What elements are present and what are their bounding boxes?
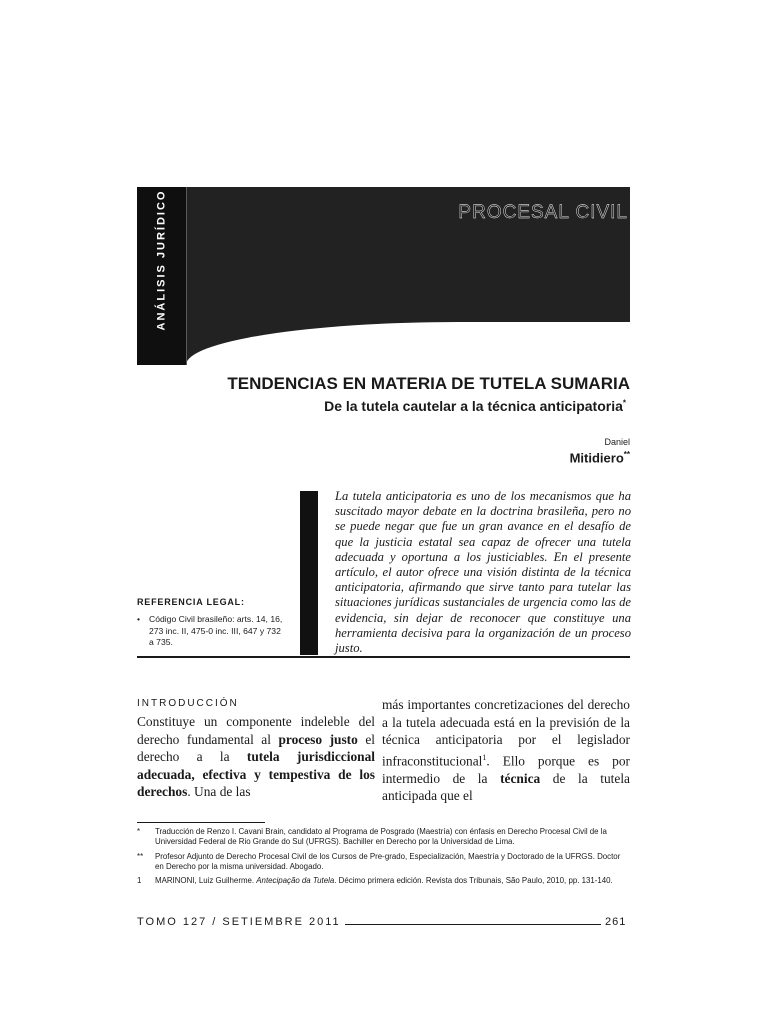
footnote-text: Traducción de Renzo I. Cavani Brain, candidato al Programa de Posgrado (Maestría) con énfasis en Derecho Procesal Civil de la Universidad Federal de Rio Grande do Sul (UFRGS). Bachiller en Derecho por la Universidad de Lima. [155, 827, 607, 847]
abstract-bar [300, 491, 318, 655]
body-column-left [137, 713, 375, 801]
footnote-book-title: Antecipação da Tutela [256, 876, 335, 885]
subtitle-footnote-mark: * [622, 398, 626, 408]
body-paragraph [137, 713, 375, 801]
banner-divider [186, 187, 187, 365]
footnote [137, 876, 630, 886]
body-column-right [382, 696, 630, 805]
body-bold-text: tutela jurisdiccional adecuada, efectiva y tempestiva de los derechos [137, 749, 376, 800]
legal-reference-text: Código Civil brasileño: arts. 14, 16, 273 inc. II, 475-0 inc. III, 647 y 732 a 735. [149, 614, 283, 647]
footnote-text-part: MARINONI, Luiz Guilherme. [155, 876, 257, 885]
author-footnote-mark: ** [623, 450, 630, 459]
intro-heading: INTRODUCCIÓN [137, 698, 239, 709]
article-subtitle-text: De la tutela cautelar a la técnica anticipatoria [324, 398, 623, 414]
body-text: más importantes concretizaciones del derecho a la tutela adecuada está en la previsión de la técnica anticipatoria por el legislador infraconstitucional [382, 697, 630, 769]
footnote-mark: * [137, 827, 141, 836]
footnote-mark: ** [137, 852, 144, 861]
body-bold-text: proceso justo [278, 731, 358, 747]
page-number: 261 [605, 916, 627, 928]
footnote-mark: 1 [137, 876, 142, 885]
body-text: Constituye un componente indeleble del derecho fundamental al [137, 714, 375, 747]
legal-reference-heading: REFERENCIA LEGAL: [137, 597, 245, 607]
footnote-text-part: . Décimo primera edición. Revista dos Tribunais, São Paulo, 2010, pp. 131-140. [334, 876, 613, 885]
footnote [137, 852, 630, 873]
footnote-reference: 1 [482, 752, 487, 762]
section-label [141, 190, 181, 330]
issue-label: TOMO 127 / SETIEMBRE 2011 [137, 916, 341, 928]
footnote-divider [137, 822, 265, 823]
author-last-name-text: Mitidiero [569, 450, 624, 466]
section-title: PROCESAL CIVIL [458, 202, 628, 223]
article-title: TENDENCIAS EN MATERIA DE TUTELA SUMARIA [227, 374, 630, 393]
bullet-icon: • [137, 614, 141, 624]
body-text: . Ello porque es por intermedio de la [382, 753, 630, 786]
author-first-name: Daniel [604, 437, 630, 447]
body-text: . Una de las [187, 784, 251, 800]
abstract [335, 489, 631, 656]
legal-reference-item [137, 614, 287, 649]
footnote-text [155, 876, 613, 886]
abstract-text: La tutela anticipatoria es uno de los mecanismos que ha suscitado mayor debate en la doctrina brasileña, pero no se puede negar que fue un gran avance en el desafío de que la justicia estatal sea capaz de ofrecer una tutela adecuada y oportuna a los justiciables. En el presente artículo, el autor ofrece una visión distinta de la técnica anticipatoria, afirmando que sirve tanto para tutelar las situaciones jurídicas sustanciales de urgencia como las de evidencia, sin dejar de reconocer que constituye una herramienta decisiva para la organización de un proceso justo. [335, 489, 631, 656]
footnote [137, 827, 630, 848]
article-subtitle [324, 398, 626, 414]
section-label-text: ANÁLISIS JURÍDICO [155, 189, 167, 331]
body-text: el derecho a la [137, 731, 375, 765]
footer-rule [345, 924, 601, 925]
author-last-name [570, 450, 630, 465]
section-divider [137, 656, 630, 658]
body-bold-text: técnica [500, 770, 541, 786]
body-paragraph [382, 696, 630, 805]
body-text: de la tutela anticipada que el [382, 770, 631, 804]
footnote-text: Profesor Adjunto de Derecho Procesal Civil de los Cursos de Pre-grado, Especialización, Maestría y Doctorado de la UFRGS. Doctor en Derecho por la misma universidad. Abogado. [155, 852, 621, 872]
